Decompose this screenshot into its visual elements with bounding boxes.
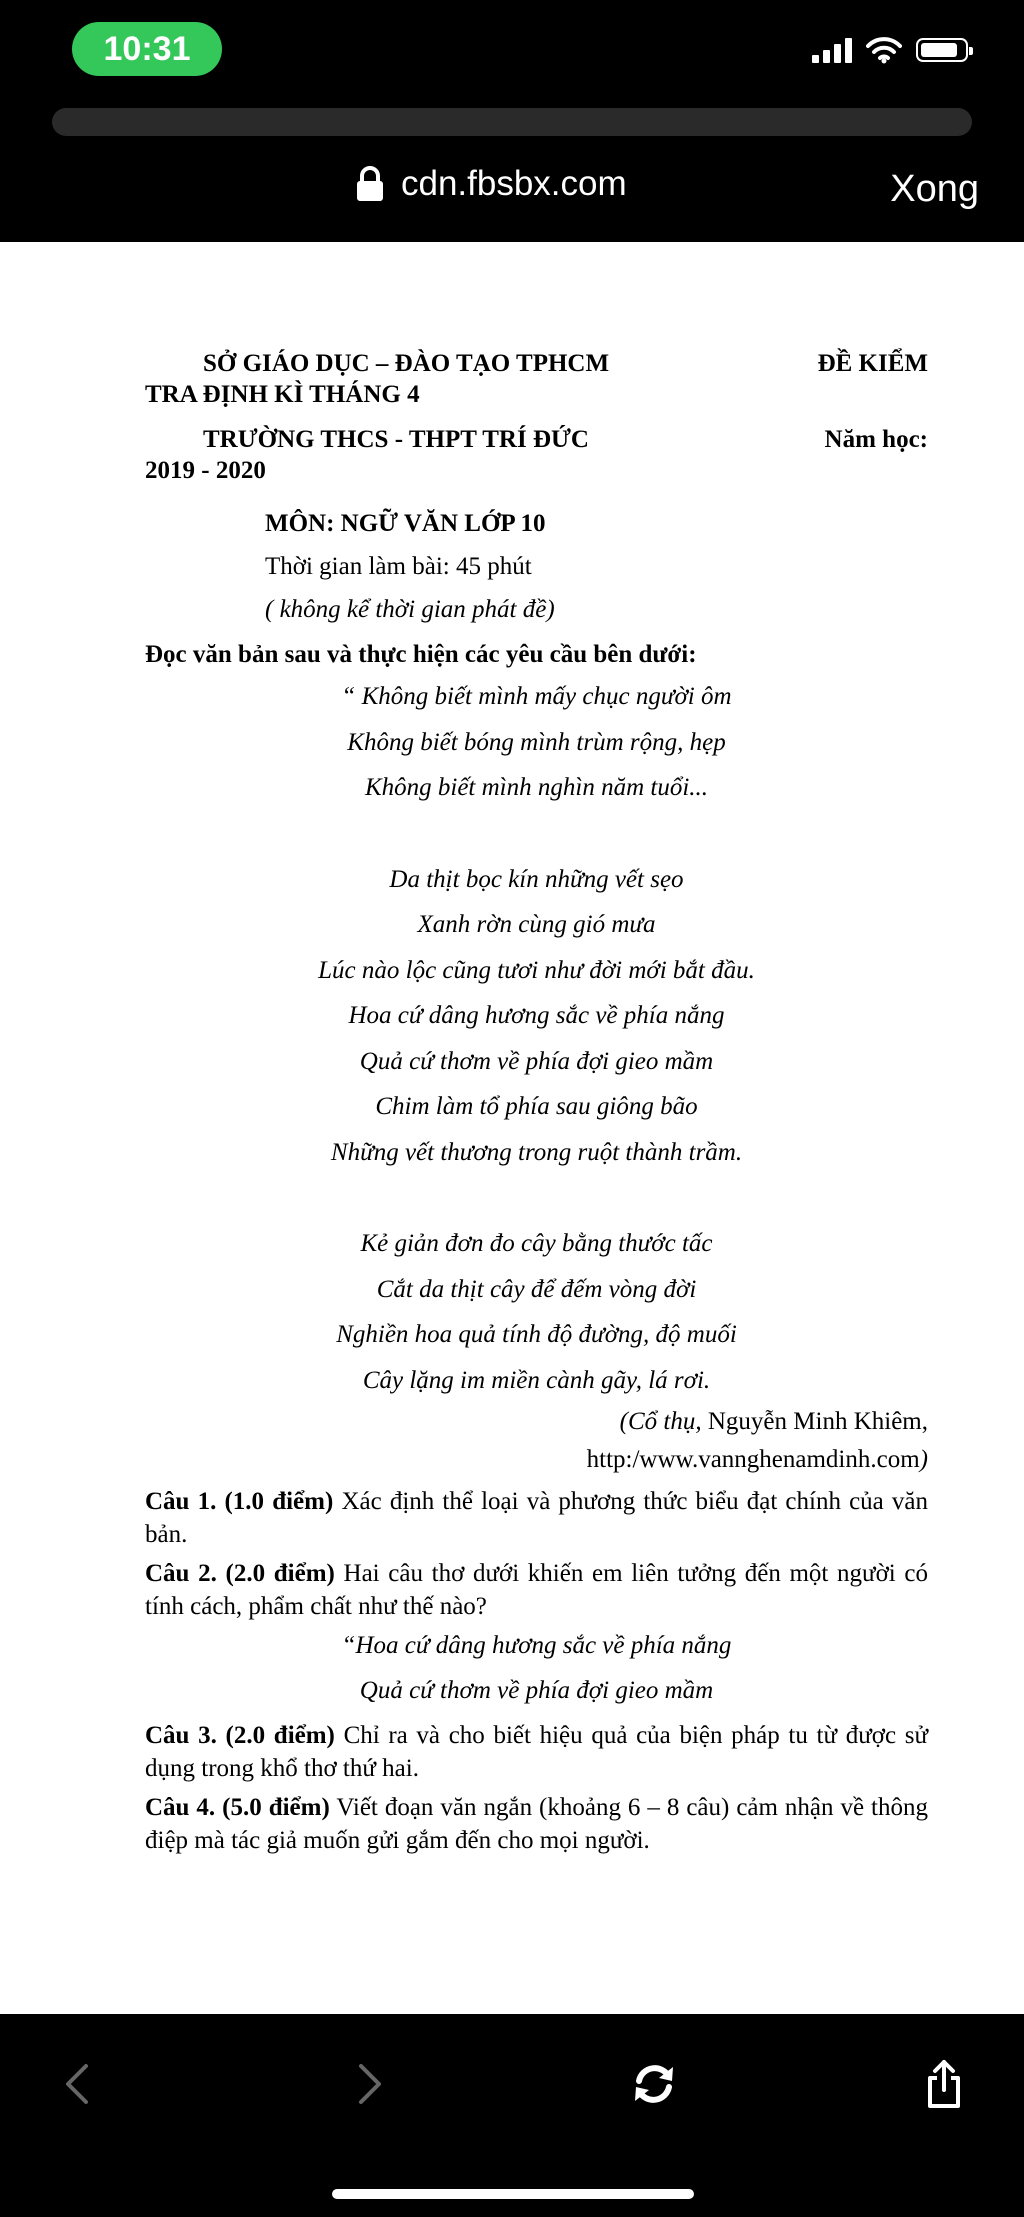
- poem-line: Da thịt bọc kín những vết sẹo: [389, 865, 684, 893]
- done-button[interactable]: Xong: [890, 168, 979, 210]
- header-line-1: [145, 348, 928, 379]
- poem-line: Cây lặng im miền cành gãy, lá rơi.: [362, 1366, 711, 1394]
- time-note: ( không kể thời gian phát đề): [265, 596, 555, 623]
- poem-line: Không biết mình nghìn năm tuổi...: [364, 774, 709, 801]
- poem-line: Quả cứ thơm về phía đợi gieo mầm: [359, 1047, 714, 1075]
- poem-line: Hoa cứ dâng hương sắc về phía nắng: [348, 1002, 725, 1029]
- question-label: Câu 2.: [145, 1560, 217, 1587]
- header-department: SỞ GIÁO DỤC – ĐÀO TẠO TPHCM: [203, 350, 610, 377]
- poem-line: Không biết bóng mình trùm rộng, hẹp: [347, 728, 726, 756]
- chevron-right-icon: [355, 2062, 385, 2106]
- poem-line: “Hoa cứ dâng hương sắc về phía nắng: [341, 1632, 732, 1659]
- question-label: Câu 3.: [145, 1722, 217, 1749]
- reload-button[interactable]: [624, 2054, 684, 2114]
- url-text: cdn.fbsbx.com: [401, 164, 627, 203]
- lock-icon: [355, 165, 385, 203]
- signal-icon: [812, 37, 852, 63]
- question-points: (5.0 điểm): [222, 1794, 330, 1821]
- wifi-icon: [866, 36, 902, 64]
- question-points: (2.0 điểm): [225, 1560, 335, 1587]
- question-text: Chỉ ra và cho biết hiệu quả của biện pháp tu từ được sử dụng trong khổ thơ thứ hai.: [145, 1722, 929, 1782]
- question-text: Xác định thể loại và phương thức biểu đạt chính của văn bản.: [145, 1488, 928, 1548]
- header-line-1-cont: TRA ĐỊNH KÌ THÁNG 4: [145, 381, 420, 408]
- url-display[interactable]: [355, 164, 627, 204]
- citation-title: (Cổ thụ,: [619, 1408, 702, 1435]
- header-year-label: Năm học:: [824, 426, 928, 453]
- chevron-left-icon: [62, 2062, 92, 2106]
- citation: [145, 1403, 928, 1479]
- back-button[interactable]: [47, 2054, 107, 2114]
- poem-line: Lúc nào lộc cũng tươi như đời mới bắt đầu.: [318, 956, 755, 984]
- document-content: [145, 348, 928, 1857]
- question-2-poem: [145, 1623, 928, 1713]
- citation-close: ): [919, 1446, 928, 1473]
- home-indicator[interactable]: [332, 2189, 694, 2199]
- document-page[interactable]: [0, 242, 1024, 2014]
- sheet-handle[interactable]: [52, 108, 972, 136]
- forward-button[interactable]: [340, 2054, 400, 2114]
- poem-line: Chim làm tổ phía sau giông bão: [375, 1093, 698, 1120]
- poem: [145, 674, 928, 1403]
- question-2: [145, 1557, 928, 1623]
- citation-author: Nguyễn Minh Khiêm,: [707, 1408, 928, 1435]
- share-icon: [922, 2058, 966, 2110]
- share-button[interactable]: [914, 2054, 974, 2114]
- poem-line: Quả cứ thơm về phía đợi gieo mầm: [359, 1677, 714, 1704]
- poem-line: Nghiền hoa quả tính độ đường, độ muối: [336, 1321, 737, 1348]
- reload-icon: [629, 2059, 679, 2109]
- poem-line: Cắt da thịt cây để đếm vòng đời: [376, 1275, 697, 1303]
- question-text: Viết đoạn văn ngắn (khoảng 6 – 8 câu) cảm nhận về thông điệp mà tác giả muốn gửi gắm đến cho mọi người.: [145, 1794, 928, 1854]
- header-line-2: [145, 424, 928, 455]
- question-text: Hai câu thơ dưới khiến em liên tưởng đến một người có tính cách, phẩm chất như thế nào?: [145, 1560, 928, 1620]
- question-4: [145, 1791, 928, 1857]
- poem-line: Xanh rờn cùng gió mưa: [417, 911, 656, 938]
- time-limit: Thời gian làm bài: 45 phút: [265, 553, 532, 580]
- poem-line: Những vết thương trong ruột thành trầm.: [330, 1138, 743, 1166]
- instruction: Đọc văn bản sau và thực hiện các yêu cầu bên dưới:: [145, 641, 697, 668]
- question-label: Câu 4.: [145, 1794, 216, 1821]
- citation-url: http:/www.vannghenamdinh.com: [586, 1446, 920, 1473]
- question-points: (1.0 điểm): [224, 1488, 334, 1515]
- poem-line: “ Không biết mình mấy chục người ôm: [341, 683, 732, 710]
- header-school: TRƯỜNG THCS - THPT TRÍ ĐỨC: [203, 426, 589, 453]
- question-1: [145, 1485, 928, 1551]
- question-points: (2.0 điểm): [225, 1722, 335, 1749]
- status-bar: [0, 0, 1024, 100]
- battery-icon: [916, 38, 968, 62]
- browser-url-bar: [0, 140, 1024, 242]
- browser-toolbar: [0, 2014, 1024, 2217]
- question-label: Câu 1.: [145, 1488, 217, 1515]
- status-time[interactable]: 10:31: [72, 22, 222, 76]
- poem-line: Kẻ giản đơn đo cây bằng thước tấc: [360, 1230, 713, 1257]
- status-icons: [812, 36, 968, 64]
- question-3: [145, 1719, 928, 1785]
- header-year: 2019 - 2020: [145, 457, 266, 484]
- header-exam: ĐỀ KIỂM: [817, 350, 928, 377]
- subject-title: MÔN: NGỮ VĂN LỚP 10: [265, 510, 546, 537]
